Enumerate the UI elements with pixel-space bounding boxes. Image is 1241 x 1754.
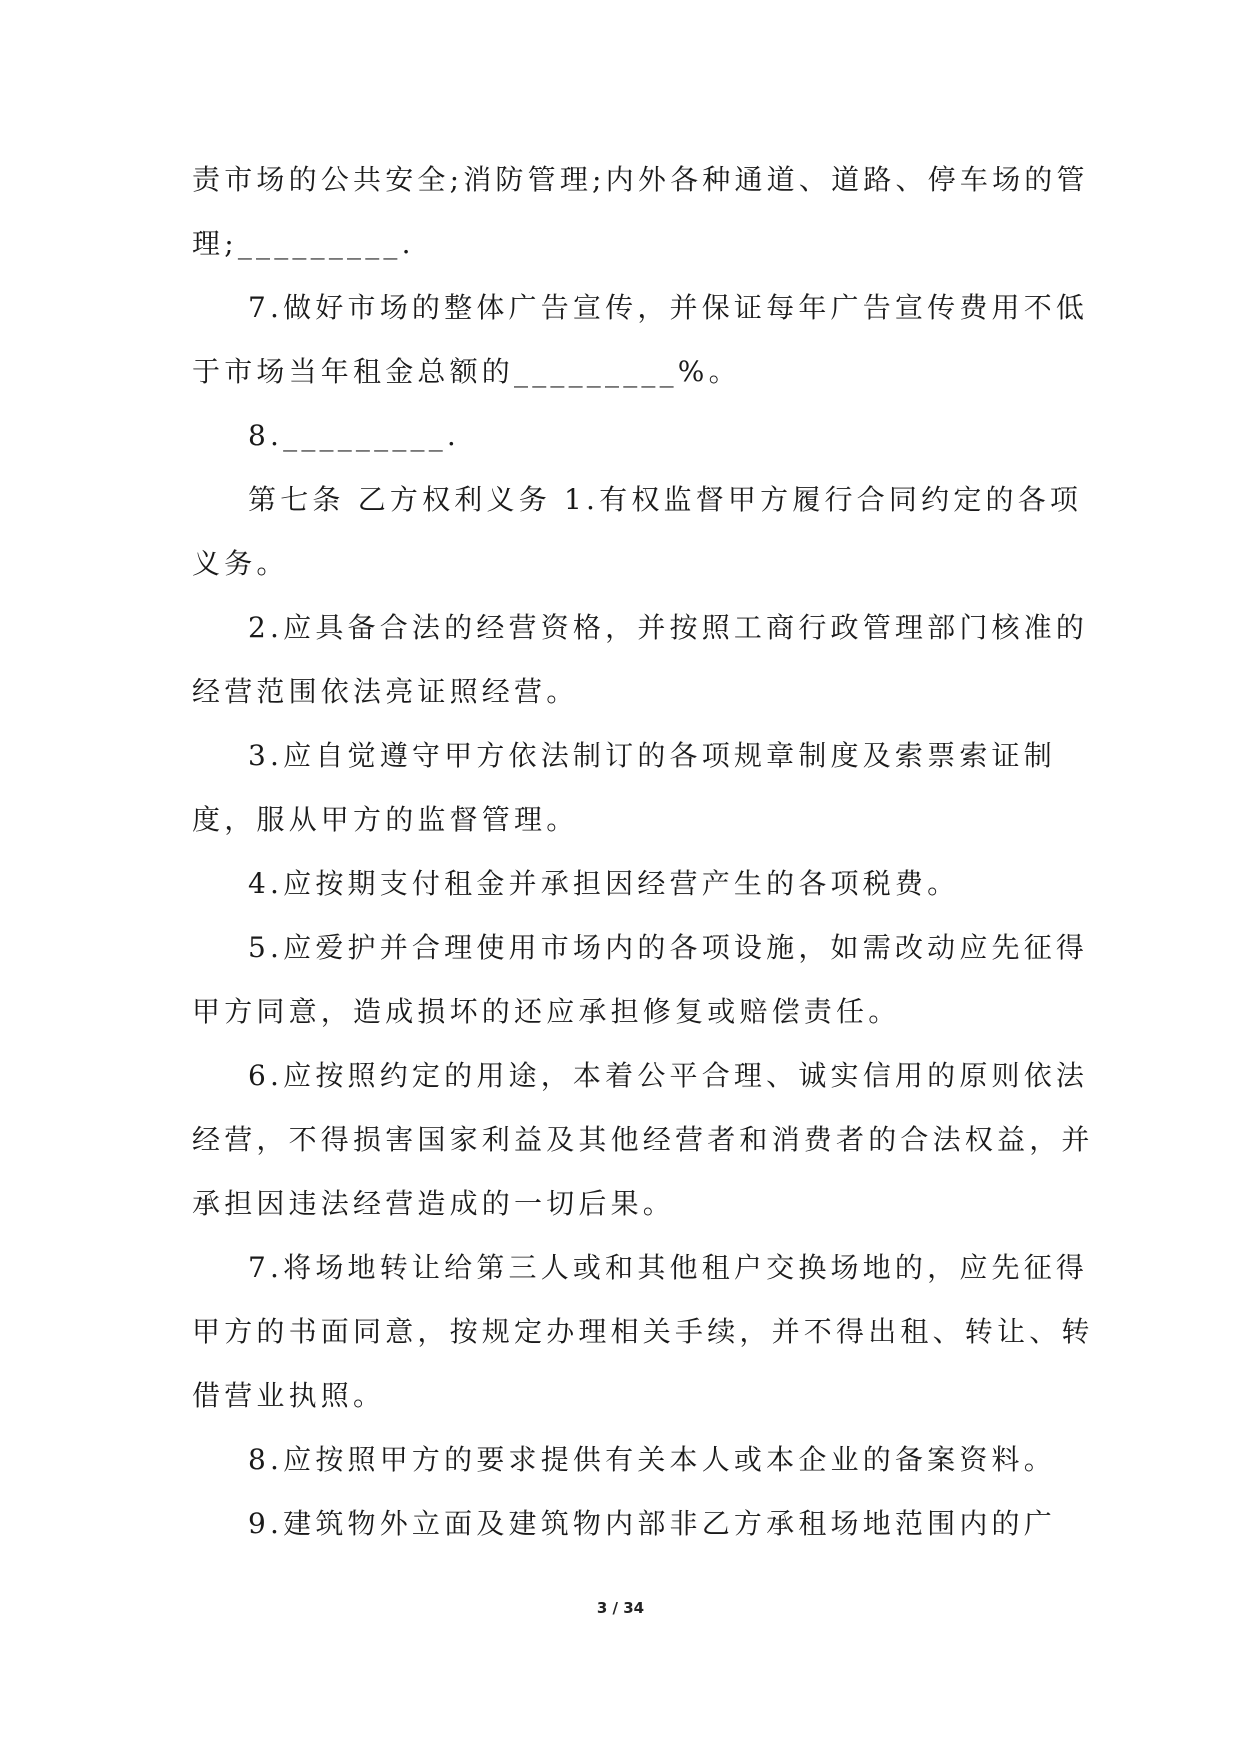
- text-line: 6.应按照约定的用途，本着公平合理、诚实信用的原则依法: [248, 1059, 1089, 1092]
- text-line: 责市场的公共安全;消防管理;内外各种通道、道路、停车场的管: [192, 163, 1089, 196]
- text-line: 度，服从甲方的监督管理。: [192, 803, 579, 836]
- text-line: 承担因违法经营造成的一切后果。: [192, 1187, 676, 1220]
- text-line: 甲方同意，造成损坏的还应承担修复或赔偿责任。: [192, 995, 901, 1028]
- text-line: 7.做好市场的整体广告宣传，并保证每年广告宣传费用不低: [248, 291, 1089, 324]
- text-line: 3.应自觉遵守甲方依法制订的各项规章制度及索票索证制: [248, 739, 1056, 772]
- text-line: 理;_________.: [192, 227, 415, 260]
- text-line: 8.应按照甲方的要求提供有关本人或本企业的备案资料。: [248, 1443, 1056, 1476]
- text-line: 4.应按期支付租金并承担因经营产生的各项税费。: [248, 867, 960, 900]
- document-body: [192, 148, 1094, 1556]
- text-line: 第七条 乙方权利义务 1.有权监督甲方履行合同约定的各项: [248, 483, 1083, 516]
- text-line: 借营业执照。: [192, 1379, 386, 1412]
- text-line: 9.建筑物外立面及建筑物内部非乙方承租场地范围内的广: [248, 1507, 1056, 1540]
- text-line: 8._________.: [248, 419, 461, 452]
- text-line: 甲方的书面同意，按规定办理相关手续，并不得出租、转让、转: [192, 1315, 1094, 1348]
- text-line: 经营范围依法亮证照经营。: [192, 675, 579, 708]
- text-line: 2.应具备合法的经营资格，并按照工商行政管理部门核准的: [248, 611, 1089, 644]
- page-number: 3 / 34: [596, 1599, 645, 1617]
- text-line: 义务。: [192, 547, 289, 580]
- text-line: 5.应爱护并合理使用市场内的各项设施，如需改动应先征得: [248, 931, 1089, 964]
- text-line: 于市场当年租金总额的_________%。: [192, 355, 741, 388]
- text-line: 7.将场地转让给第三人或和其他租户交换场地的，应先征得: [248, 1251, 1089, 1284]
- text-line: 经营，不得损害国家利益及其他经营者和消费者的合法权益，并: [192, 1123, 1094, 1156]
